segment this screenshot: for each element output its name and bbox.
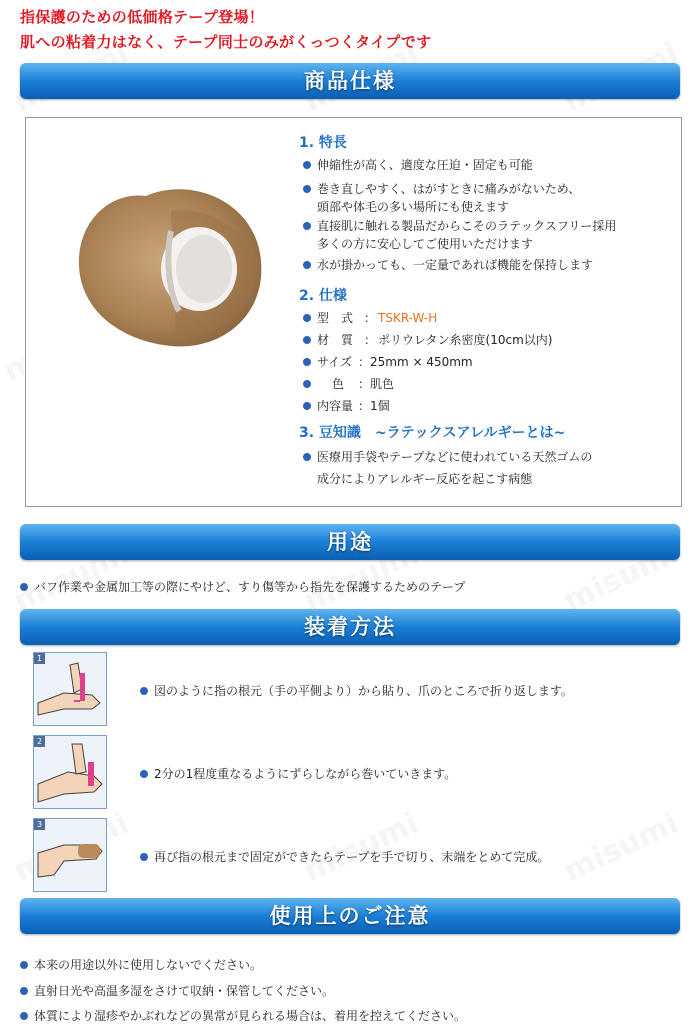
bullet-dot-icon [140, 687, 148, 695]
bullet-dot-icon [140, 853, 148, 861]
tape-roll-image [71, 166, 276, 361]
caution-banner [20, 898, 680, 934]
feature-item-cont: 多くの方に安心してご使用いただけます [317, 237, 534, 251]
spec-colon: ： [364, 333, 377, 347]
step-number: 3 [34, 819, 45, 830]
spec-label-model: 型 式 [317, 311, 354, 325]
bullet-dot-icon [303, 314, 311, 322]
spec-value-color: 肌色 [370, 377, 395, 391]
bullet-dot-icon [303, 358, 311, 366]
bullet-dot-icon [303, 185, 311, 193]
bullet-dot-icon [20, 961, 28, 969]
spec-label-color: 色 [332, 377, 345, 391]
step-number: 2 [34, 736, 45, 747]
headline-line-1: 指保護のための低価格テープ登場！ [20, 8, 265, 26]
trivia-item-cont: 成分によりアレルギー反応を起こす病態 [317, 472, 533, 486]
spec-value-material: ポリウレタン糸密度(10cm以内) [378, 333, 553, 347]
bullet-dot-icon [303, 222, 311, 230]
feature-item-cont: 頭部や体毛の多い場所にも使えます [317, 200, 510, 214]
caution-item: 直射日光や高温多湿をさけて収納・保管してください。 [34, 984, 335, 998]
spec-label-material: 材 質 [317, 333, 354, 347]
finger-wrap-illustration [34, 736, 106, 808]
caution-banner-title: 使用上のご注意 [269, 904, 431, 928]
usage-banner-title: 用途 [327, 530, 373, 554]
feature-item: 巻き直しやすく、はがすときに痛みがないため、 [317, 182, 581, 196]
spec-colon: ： [358, 399, 371, 413]
caution-item: 本来の用途以外に使用しないでください。 [34, 958, 263, 972]
bullet-dot-icon [303, 453, 311, 461]
spec-label-size: サイズ [317, 355, 353, 369]
spec-title: 2. 仕様 [299, 288, 347, 304]
usage-banner [20, 524, 680, 560]
step-2-text: 2分の1程度重なるようにずらしながら巻いていきます。 [154, 767, 457, 781]
feature-item: 水が掛かっても、一定量であれば機能を保持します [317, 258, 594, 272]
bullet-dot-icon [303, 380, 311, 388]
spec-label-quantity: 内容量 [317, 399, 354, 413]
feature-item: 伸縮性が高く、適度な圧迫・固定も可能 [317, 158, 533, 172]
bullet-dot-icon [303, 336, 311, 344]
spec-colon: ： [358, 377, 371, 391]
spec-box [25, 117, 682, 507]
watermark-text [558, 806, 684, 889]
spec-colon: ： [364, 311, 377, 325]
spec-banner-title: 商品仕様 [304, 69, 396, 93]
trivia-item: 医療用手袋やテープなどに使われている天然ゴムの [317, 450, 593, 464]
howto-banner [20, 609, 680, 645]
bullet-dot-icon [303, 261, 311, 269]
bullet-dot-icon [20, 583, 28, 591]
step-2-illustration [33, 735, 107, 809]
spec-value-size: 25mm × 450mm [370, 355, 473, 369]
features-title: 1. 特長 [299, 135, 347, 151]
step-1-illustration [33, 652, 107, 726]
step-3-text: 再び指の根元まで固定ができたらテープを手で切り、末端をとめて完成。 [154, 850, 550, 864]
spec-value-quantity: 1個 [370, 399, 390, 413]
spec-banner [20, 63, 680, 99]
step-1-text: 図のように指の根元（手の平側より）から貼り、爪のところで折り返します。 [154, 684, 573, 698]
spec-colon: ： [358, 355, 371, 369]
howto-banner-title: 装着方法 [304, 615, 396, 639]
feature-item: 直接肌に触れる製品だからこそのラテックスフリー採用 [317, 219, 617, 233]
bullet-dot-icon [20, 987, 28, 995]
spec-value-model: TSKR-W-H [378, 311, 438, 325]
bullet-dot-icon [140, 770, 148, 778]
finger-wrap-illustration [34, 819, 106, 891]
bullet-dot-icon [20, 1012, 28, 1020]
step-number: 1 [34, 653, 45, 664]
finger-wrap-illustration [34, 653, 106, 725]
step-3-illustration [33, 818, 107, 892]
bullet-dot-icon [303, 161, 311, 169]
usage-text: バフ作業や金属加工等の際にやけど、すり傷等から指先を保護するためのテープ [34, 580, 466, 594]
trivia-title: 3. 豆知識 ~ラテックスアレルギーとは~ [299, 425, 566, 441]
headline-line-2: 肌への粘着力はなく、テープ同士のみがくっつくタイプです [20, 33, 432, 51]
bullet-dot-icon [303, 402, 311, 410]
caution-item: 体質により湿疹やかぶれなどの異常が見られる場合は、着用を控えてください。 [34, 1009, 467, 1023]
